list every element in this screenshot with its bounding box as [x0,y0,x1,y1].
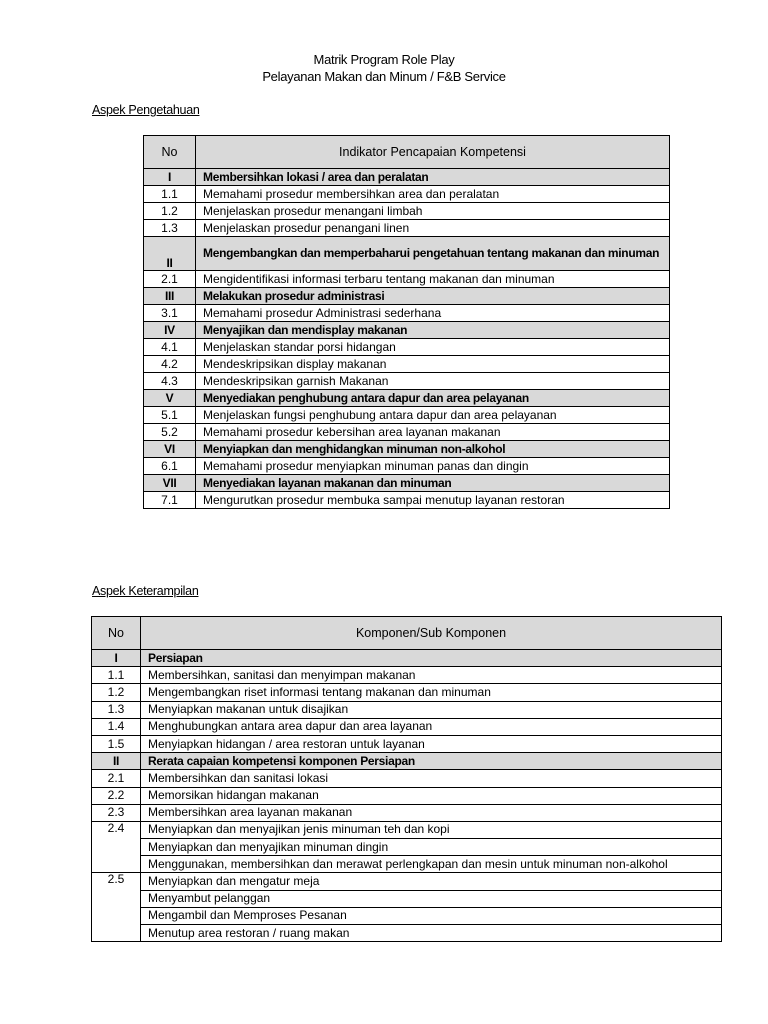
row-text: Menyiapkan dan menghidangkan minuman non-alkohol [196,441,670,458]
table-keterampilan [91,616,722,942]
table-row [144,424,670,441]
section-row [144,288,670,305]
row-number: 1.1 [92,667,141,684]
row-text: Memahami prosedur membersihkan area dan peralatan [196,186,670,203]
table-row [144,220,670,237]
row-number: 2.1 [144,271,196,288]
table-row [144,339,670,356]
section-heading-pengetahuan: Aspek Pengetahuan [92,103,200,117]
section-row [144,169,670,186]
row-text: Mengembangkan dan memperbaharui pengetahuan tentang makanan dan minuman [196,237,670,271]
table-row [144,492,670,509]
row-text: Memorsikan hidangan makanan [141,787,722,804]
row-text: Persiapan [141,650,722,667]
row-number: 4.1 [144,339,196,356]
row-text: Membersihkan area layanan makanan [141,804,722,821]
row-text: Memahami prosedur kebersihan area layanan makanan [196,424,670,441]
table-row [92,701,722,718]
row-text: Menyediakan layanan makanan dan minuman [196,475,670,492]
row-number: 1.3 [144,220,196,237]
row-text: Menjelaskan fungsi penghubung antara dapur dan area pelayanan [196,407,670,424]
row-text: Mengembangkan riset informasi tentang makanan dan minuman [141,684,722,701]
table-row [92,856,722,873]
row-text: Menjelaskan standar porsi hidangan [196,339,670,356]
row-text: Menyajikan dan mendisplay makanan [196,322,670,339]
row-text: Rerata capaian kompetensi komponen Persiapan [141,753,722,770]
row-text: Menjelaskan prosedur menangani limbah [196,203,670,220]
row-number: 1.2 [144,203,196,220]
row-text: Menyiapkan dan menyajikan jenis minuman teh dan kopi [141,821,722,838]
row-number: 2.2 [92,787,141,804]
table-row [144,356,670,373]
section-row [144,322,670,339]
table-row [92,839,722,856]
row-number: I [144,169,196,186]
row-text: Mendeskripsikan garnish Makanan [196,373,670,390]
section-row [144,237,670,271]
table-row [92,684,722,701]
row-number: 1.5 [92,735,141,752]
row-number: VII [144,475,196,492]
section-row [92,753,722,770]
row-text: Membersihkan dan sanitasi lokasi [141,770,722,787]
row-number: 1.4 [92,718,141,735]
table-row [92,907,722,924]
row-number: II [144,237,196,271]
row-number: 4.2 [144,356,196,373]
row-number: I [92,650,141,667]
row-number: 5.2 [144,424,196,441]
column-header-no: No [92,617,141,650]
row-number: 1.2 [92,684,141,701]
table-row [92,667,722,684]
section-row [144,475,670,492]
row-text: Mendeskripsikan display makanan [196,356,670,373]
section-row [144,390,670,407]
table-header-row [144,136,670,169]
table-row [92,804,722,821]
row-text: Membersihkan lokasi / area dan peralatan [196,169,670,186]
row-text: Membersihkan, sanitasi dan menyimpan makanan [141,667,722,684]
row-text: Menyiapkan makanan untuk disajikan [141,701,722,718]
row-number: 2.4 [92,821,141,873]
row-text: Memahami prosedur Administrasi sederhana [196,305,670,322]
row-number: 4.3 [144,373,196,390]
row-number: 6.1 [144,458,196,475]
table-row [92,735,722,752]
section-heading-keterampilan: Aspek Keterampilan [92,584,199,598]
table-row [92,821,722,838]
row-number: 7.1 [144,492,196,509]
row-text: Mengurutkan prosedur membuka sampai menutup layanan restoran [196,492,670,509]
table-row [144,186,670,203]
table-row [92,787,722,804]
row-number: 3.1 [144,305,196,322]
row-number: 2.1 [92,770,141,787]
row-text: Menghubungkan antara area dapur dan area layanan [141,718,722,735]
table-row [144,305,670,322]
table-row [92,925,722,942]
row-text: Mengambil dan Memproses Pesanan [141,907,722,924]
document-subtitle: Pelayanan Makan dan Minum / F&B Service [262,69,506,84]
table-row [92,770,722,787]
table-pengetahuan [143,135,670,509]
table-body [144,169,670,509]
row-text: Melakukan prosedur administrasi [196,288,670,305]
table-row [144,271,670,288]
column-header-komponen: Komponen/Sub Komponen [141,617,722,650]
table-row [92,718,722,735]
table-header-row [92,617,722,650]
row-text: Menggunakan, membersihkan dan merawat perlengkapan dan mesin untuk minuman non-alkohol [141,856,722,873]
document-title: Matrik Program Role Play [313,52,455,67]
row-text: Menjelaskan prosedur penangani linen [196,220,670,237]
row-number: VI [144,441,196,458]
column-header-no: No [144,136,196,169]
row-number: II [92,753,141,770]
table-row [144,407,670,424]
section-row [144,441,670,458]
row-text: Mengidentifikasi informasi terbaru tentang makanan dan minuman [196,271,670,288]
table-row [144,458,670,475]
column-header-indikator: Indikator Pencapaian Kompetensi [196,136,670,169]
row-number: 5.1 [144,407,196,424]
row-text: Menyiapkan hidangan / area restoran untuk layanan [141,735,722,752]
row-number: 2.5 [92,873,141,942]
row-text: Menutup area restoran / ruang makan [141,925,722,942]
row-number: III [144,288,196,305]
table-row [92,873,722,890]
row-number: IV [144,322,196,339]
section-row [92,650,722,667]
row-text: Memahami prosedur menyiapkan minuman panas dan dingin [196,458,670,475]
table-row [92,890,722,907]
row-number: 2.3 [92,804,141,821]
table-row [144,373,670,390]
table-body [92,650,722,942]
row-text: Menyediakan penghubung antara dapur dan area pelayanan [196,390,670,407]
row-text: Menyambut pelanggan [141,890,722,907]
row-number: 1.1 [144,186,196,203]
row-text: Menyiapkan dan mengatur meja [141,873,722,890]
row-number: 1.3 [92,701,141,718]
row-text: Menyiapkan dan menyajikan minuman dingin [141,839,722,856]
table-row [144,203,670,220]
row-number: V [144,390,196,407]
